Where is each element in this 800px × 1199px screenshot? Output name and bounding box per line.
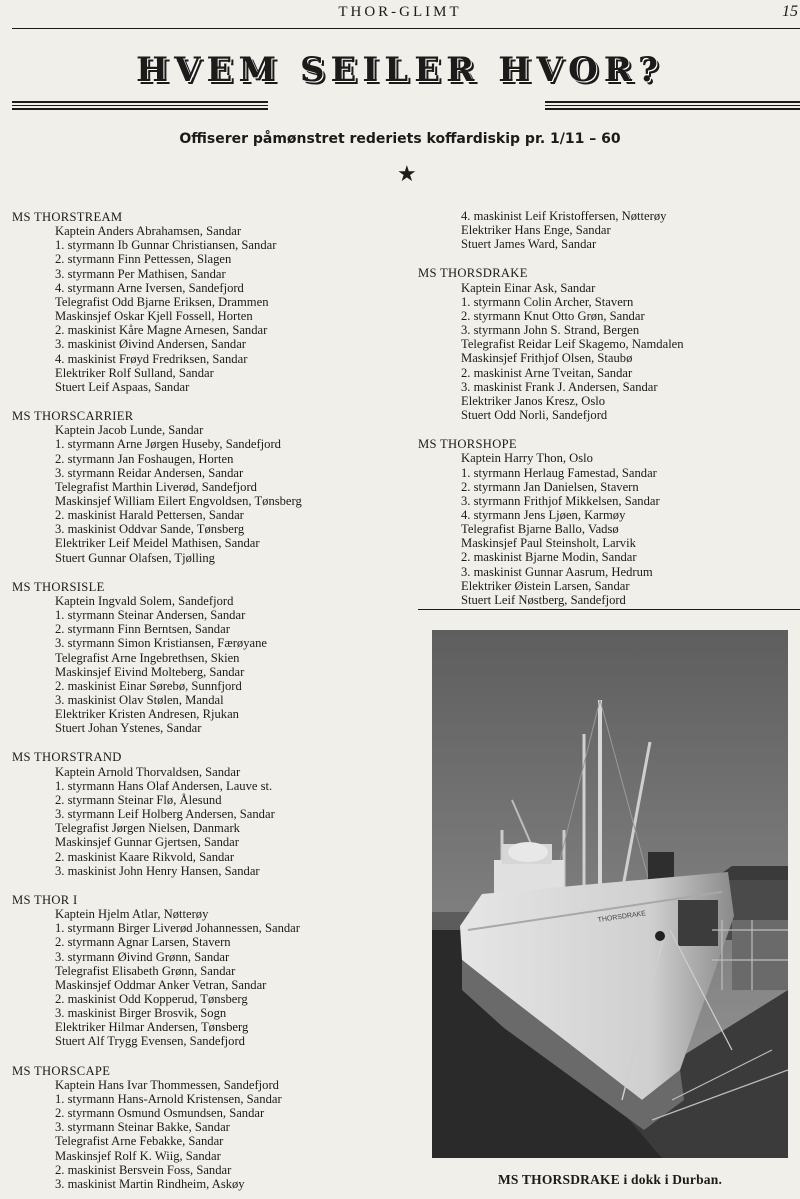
crew-member: 1. styrmann Hans-Arnold Kristensen, Sandar	[55, 1091, 282, 1106]
crew-list	[12, 1078, 412, 1191]
ship-name: MS THORSTREAM	[12, 210, 123, 224]
crew-member: 4. maskinist Frøyd Fredriksen, Sandar	[55, 351, 248, 366]
crew-member: Kaptein Arnold Thorvaldsen, Sandar	[55, 764, 241, 779]
crew-member: 3. styrmann Leif Holberg Andersen, Sandar	[55, 807, 275, 822]
crew-member: 2. styrmann Jan Danielsen, Stavern	[461, 479, 639, 494]
crew-member: Telegrafist Arne Ingebrethsen, Skien	[55, 650, 240, 665]
ship-photo	[432, 630, 788, 1158]
hull-label: THORSDRAKE	[597, 910, 647, 924]
crew-member: 3. styrmann Steinar Bakke, Sandar	[55, 1120, 230, 1135]
crew-member: 3. maskinist John Henry Hansen, Sandar	[55, 863, 260, 878]
crew-member: Telegrafist Arne Febakke, Sandar	[55, 1134, 224, 1149]
header-rule	[12, 28, 800, 29]
page-header	[0, 0, 800, 30]
crew-member: Elektriker Øistein Larsen, Sandar	[461, 578, 630, 593]
crew-list	[12, 765, 412, 878]
column-divider-rule	[418, 609, 800, 610]
ship-name: MS THORSDRAKE	[418, 266, 528, 281]
crew-member: Maskinsjef William Eilert Engvoldsen, Tønsberg	[55, 493, 302, 508]
headline-rule-right	[545, 101, 800, 110]
ship-name: MS THORSISLE	[12, 579, 105, 594]
crew-list	[418, 451, 800, 607]
crew-member: 3. styrmann Reidar Andersen, Sandar	[55, 465, 244, 480]
crew-member: Maskinsjef Paul Steinsholt, Larvik	[461, 536, 636, 551]
crew-member: 2. styrmann Jan Foshaugen, Horten	[55, 451, 234, 466]
crew-member: Elektriker Hans Enge, Sandar	[461, 223, 611, 238]
crew-member: 4. styrmann Arne Iversen, Sandefjord	[55, 280, 244, 295]
crew-member: 3. styrmann Øivind Grønn, Sandar	[55, 949, 230, 964]
left-column	[12, 210, 412, 1199]
crew-member: Elektriker Janos Kresz, Oslo	[461, 393, 606, 408]
crew-member: 3. styrmann John S. Strand, Bergen	[461, 323, 640, 338]
ship-name: MS THORSCAPE	[12, 1063, 111, 1078]
crew-member: 2. styrmann Finn Pettessen, Slagen	[55, 252, 232, 267]
crew-member: 2. maskinist Einar Sørebø, Sunnfjord	[55, 678, 242, 693]
ship-thorscape-continued	[418, 209, 800, 251]
crew-member: 2. maskinist Arne Tveitan, Sandar	[461, 365, 633, 380]
crew-member: 3. maskinist Olav Stølen, Mandal	[55, 693, 224, 707]
crew-member: 2. styrmann Agnar Larsen, Stavern	[55, 935, 231, 950]
ship-thorsisle	[12, 580, 412, 736]
crew-member: 1. styrmann Herlaug Famestad, Sandar	[461, 465, 657, 480]
crew-member: 3. styrmann Frithjof Mikkelsen, Sandar	[461, 493, 660, 508]
crew-member: Stuert Leif Aspaas, Sandar	[55, 379, 190, 394]
crew-member: Maskinsjef Frithjof Olsen, Staubø	[461, 351, 633, 366]
crew-member: Stuert Johan Ystenes, Sandar	[55, 721, 202, 736]
crew-member: 1. styrmann Arne Jørgen Huseby, Sandefjord	[55, 437, 281, 452]
ship-thorscarrier	[12, 409, 412, 565]
crew-member: 2. maskinist Kåre Magne Arnesen, Sandar	[55, 323, 268, 338]
crew-member: Elektriker Kristen Andresen, Rjukan	[55, 707, 239, 722]
crew-member: Telegrafist Elisabeth Grønn, Sandar	[55, 963, 236, 978]
ship-name: MS THORSTRAND	[12, 750, 122, 765]
crew-member: 1. styrmann Steinar Andersen, Sandar	[55, 608, 246, 623]
crew-member: Kaptein Ingvald Solem, Sandefjord	[55, 593, 234, 608]
crew-member: Elektriker Leif Meidel Mathisen, Sandar	[55, 536, 260, 551]
crew-member: 4. maskinist Leif Kristoffersen, Nøtterøy	[461, 209, 667, 223]
crew-member: 4. styrmann Jens Ljøen, Karmøy	[461, 507, 626, 522]
crew-member: 2. styrmann Osmund Osmundsen, Sandar	[55, 1106, 265, 1121]
ship-thorstrand	[12, 750, 412, 877]
crew-member: Stuert Alf Trygg Evensen, Sandefjord	[55, 1034, 245, 1049]
crew-member: Kaptein Hjelm Atlar, Nøtterøy	[55, 907, 209, 922]
star-icon: ★	[397, 162, 417, 187]
crew-member: 2. maskinist Bjarne Modin, Sandar	[461, 550, 637, 565]
crew-member: 3. maskinist Frank J. Andersen, Sandar	[461, 379, 658, 394]
crew-member: Stuert Gunnar Olafsen, Tjølling	[55, 550, 215, 565]
crew-member: 2. maskinist Kaare Rikvold, Sandar	[55, 849, 235, 864]
crew-member: 2. maskinist Harald Pettersen, Sandar	[55, 508, 244, 523]
crew-member: Stuert Odd Norli, Sandefjord	[461, 408, 608, 423]
crew-member: Telegrafist Odd Bjarne Eriksen, Drammen	[55, 294, 269, 309]
crew-list	[12, 423, 412, 565]
crew-list	[12, 594, 412, 736]
crew-member: Kaptein Harry Thon, Oslo	[461, 451, 593, 466]
ship-thorscape	[12, 1064, 412, 1191]
headline: HVEM SEILER HVOR?	[136, 50, 664, 90]
page-number: 15	[782, 3, 798, 20]
crew-list	[418, 209, 800, 251]
ship-name: MS THORSHOPE	[418, 437, 517, 452]
running-title: THOR-GLIMT	[338, 4, 462, 20]
crew-member: Stuert James Ward, Sandar	[461, 237, 597, 252]
crew-member: 2. maskinist Bersvein Foss, Sandar	[55, 1162, 232, 1177]
ship-thor-i	[12, 893, 412, 1049]
crew-member: 2. styrmann Steinar Flø, Ålesund	[55, 792, 222, 807]
crew-member: Telegrafist Reidar Leif Skagemo, Namdalen	[461, 337, 684, 352]
photo-caption: MS THORSDRAKE i dokk i Durban.	[497, 1172, 723, 1187]
ship-name: MS THOR I	[12, 892, 78, 907]
crew-member: 3. maskinist Oddvar Sande, Tønsberg	[55, 522, 245, 537]
crew-member: 1. styrmann Birger Liverød Johannessen, Sandar	[55, 921, 300, 936]
crew-member: Kaptein Hans Ivar Thommessen, Sandefjord	[55, 1077, 279, 1092]
crew-member: Elektriker Rolf Sulland, Sandar	[55, 365, 214, 380]
ship-thorshope	[418, 437, 800, 607]
crew-list	[12, 907, 412, 1049]
crew-member: Stuert Leif Nøstberg, Sandefjord	[461, 592, 626, 607]
crew-member: Telegrafist Marthin Liverød, Sandefjord	[55, 479, 257, 494]
crew-member: 1. styrmann Ib Gunnar Christiansen, Sandar	[55, 238, 277, 253]
ship-thorstream	[12, 210, 412, 394]
crew-member: 2. styrmann Finn Berntsen, Sandar	[55, 622, 230, 637]
crew-member: Kaptein Anders Abrahamsen, Sandar	[55, 224, 242, 239]
crew-list	[12, 224, 412, 394]
headline-rule-left	[12, 101, 268, 110]
crew-member: 2. maskinist Odd Kopperud, Tønsberg	[55, 991, 248, 1006]
crew-member: Telegrafist Bjarne Ballo, Vadsø	[461, 522, 619, 537]
crew-member: Kaptein Einar Ask, Sandar	[461, 280, 596, 295]
crew-member: Kaptein Jacob Lunde, Sandar	[55, 423, 204, 438]
crew-member: Maskinsjef Gunnar Gjertsen, Sandar	[55, 835, 239, 850]
crew-member: 3. styrmann Per Mathisen, Sandar	[55, 266, 226, 281]
crew-member: Maskinsjef Eivind Molteberg, Sandar	[55, 664, 245, 679]
crew-member: 1. styrmann Colin Archer, Stavern	[461, 294, 634, 309]
crew-member: Maskinsjef Rolf K. Wiig, Sandar	[55, 1148, 221, 1163]
crew-member: 3. maskinist Birger Brosvik, Sogn	[55, 1006, 227, 1021]
crew-member: 3. styrmann Simon Kristiansen, Færøyane	[55, 636, 267, 651]
crew-member: Telegrafist Jørgen Nielsen, Danmark	[55, 821, 240, 836]
crew-member: 2. styrmann Knut Otto Grøn, Sandar	[461, 308, 645, 323]
ship-thorsdrake	[418, 266, 800, 422]
crew-member: Elektriker Hilmar Andersen, Tønsberg	[55, 1020, 249, 1035]
subtitle: Offiserer påmønstret rederiets koffardiskip pr. 1/11 – 60	[179, 131, 621, 147]
crew-list	[418, 281, 800, 423]
crew-member: 1. styrmann Hans Olaf Andersen, Lauve st.	[55, 778, 273, 793]
crew-member: Maskinsjef Oddmar Anker Vetran, Sandar	[55, 977, 267, 992]
ship-name: MS THORSCARRIER	[12, 409, 134, 424]
right-column	[418, 209, 800, 622]
crew-member: 3. maskinist Martin Rindheim, Askøy	[55, 1176, 245, 1191]
crew-member: 3. maskinist Gunnar Aasrum, Hedrum	[461, 564, 653, 579]
crew-member: 3. maskinist Øivind Andersen, Sandar	[55, 337, 246, 352]
crew-member: Maskinsjef Oskar Kjell Fossell, Horten	[55, 309, 253, 324]
